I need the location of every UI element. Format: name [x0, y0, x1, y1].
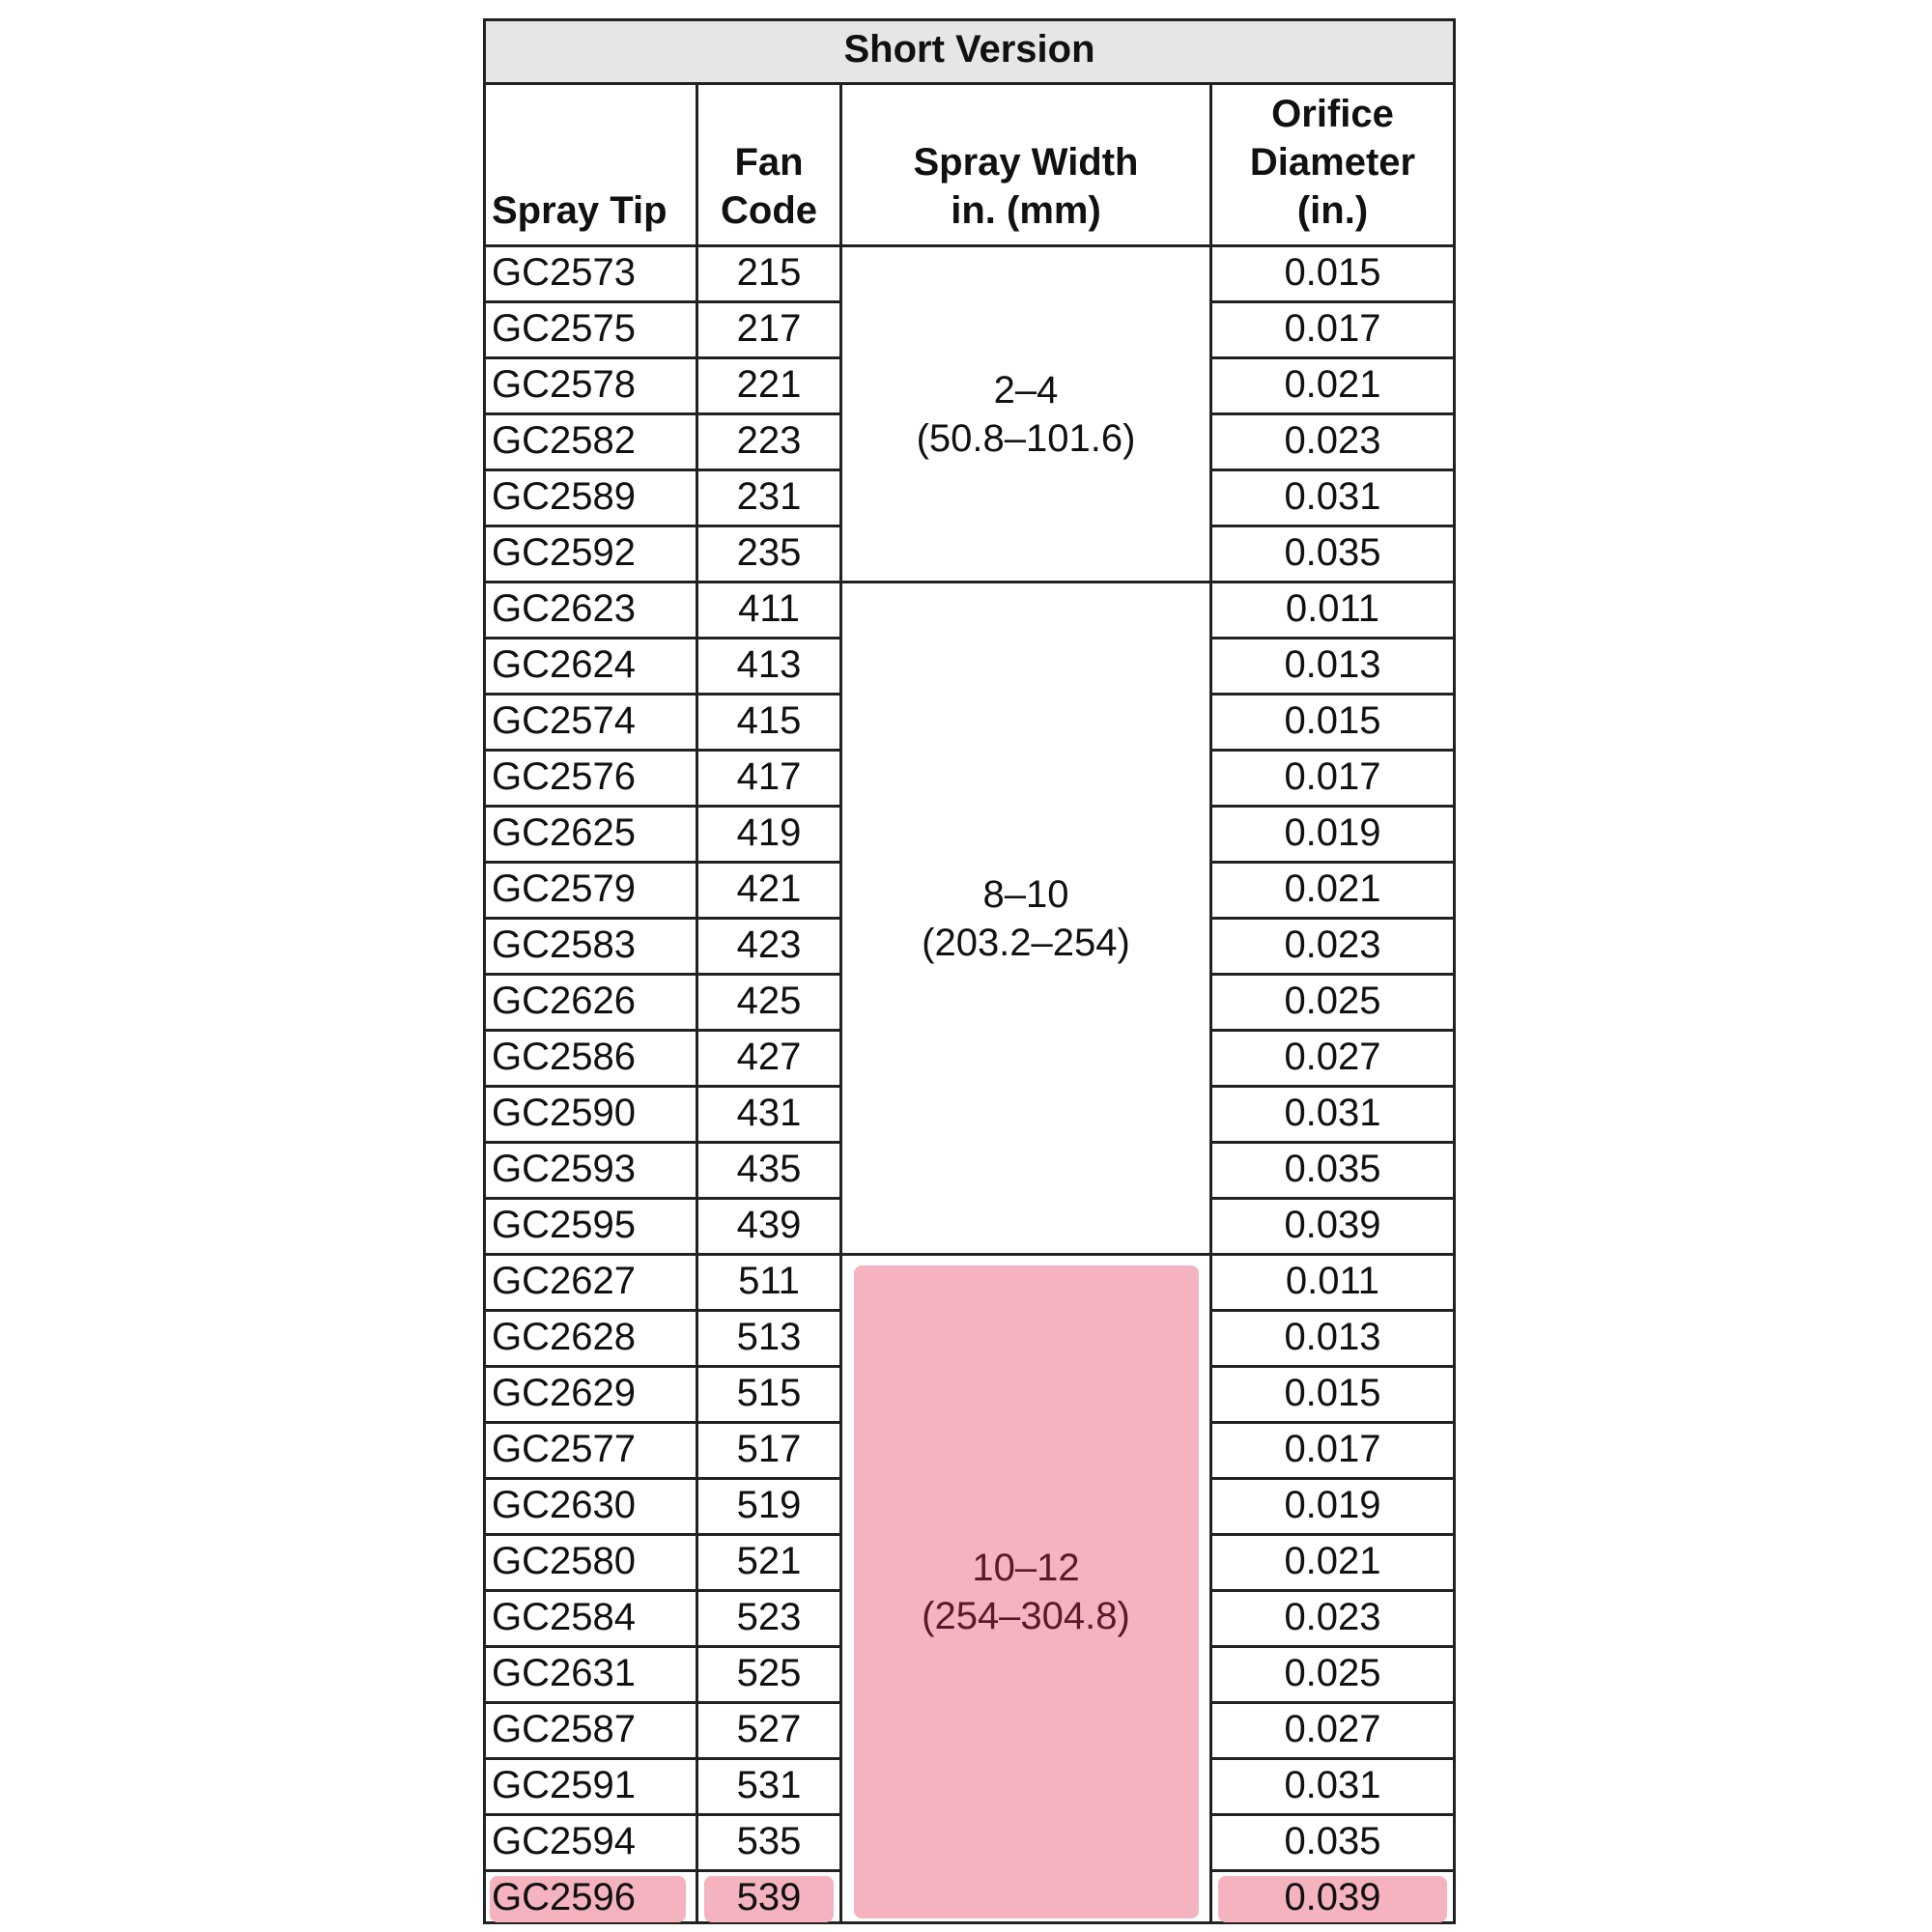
- spray-width-inches: 10–12: [972, 1547, 1080, 1589]
- column-divider: [696, 85, 698, 1921]
- fan-code-cell: 419: [698, 808, 839, 864]
- fan-code-cell: 517: [698, 1424, 839, 1480]
- header-spray-width-line1: Spray Width: [913, 141, 1139, 184]
- header-fan-code: [698, 85, 839, 247]
- header-orifice-line1: Orifice: [1271, 93, 1394, 135]
- orifice-diameter-cell: 0.039: [1212, 1200, 1453, 1256]
- header-spray-tip-label: Spray Tip: [492, 189, 668, 232]
- column-divider: [1209, 85, 1212, 1921]
- spray-tip-table: [483, 18, 1456, 1924]
- header-spray-width: [842, 85, 1209, 247]
- fan-code-cell: 525: [698, 1648, 839, 1704]
- fan-code-cell: 425: [698, 976, 839, 1032]
- spray-width-mm: (254–304.8): [922, 1595, 1130, 1637]
- orifice-diameter-cell: 0.015: [1212, 247, 1453, 303]
- spray-width-inches: 8–10: [982, 872, 1069, 916]
- spray-tip-cell: GC2627: [486, 1256, 696, 1312]
- orifice-diameter-cell: 0.031: [1212, 471, 1453, 527]
- fan-code-cell: 435: [698, 1144, 839, 1200]
- spray-tip-cell: GC2631: [486, 1648, 696, 1704]
- spray-tip-cell: GC2593: [486, 1144, 696, 1200]
- header-orifice-line2: Diameter: [1249, 141, 1416, 184]
- fan-code-cell: 515: [698, 1368, 839, 1424]
- fan-code-cell: 217: [698, 303, 839, 359]
- spray-tip-cell: GC2595: [486, 1200, 696, 1256]
- spray-tip-cell: GC2628: [486, 1312, 696, 1368]
- orifice-diameter-cell: 0.013: [1212, 639, 1453, 696]
- fan-code-cell: 417: [698, 752, 839, 808]
- header-orifice-line3: (in.): [1296, 189, 1369, 232]
- orifice-diameter-cell: 0.017: [1212, 752, 1453, 808]
- orifice-diameter-cell: 0.021: [1212, 359, 1453, 415]
- spray-tip-cell: GC2583: [486, 920, 696, 976]
- orifice-diameter-cell: 0.023: [1212, 920, 1453, 976]
- fan-code-cell: 231: [698, 471, 839, 527]
- spray-tip-cell: GC2624: [486, 639, 696, 696]
- fan-code-cell: 415: [698, 696, 839, 752]
- spray-tip-cell: GC2626: [486, 976, 696, 1032]
- header-spray-tip: [486, 85, 696, 247]
- orifice-diameter-cell: 0.027: [1212, 1032, 1453, 1088]
- spray-tip-cell: GC2584: [486, 1592, 696, 1648]
- fan-code-cell: 431: [698, 1088, 839, 1144]
- fan-code-cell: 523: [698, 1592, 839, 1648]
- orifice-diameter-cell: 0.011: [1212, 583, 1453, 639]
- fan-code-cell: 413: [698, 639, 839, 696]
- spray-tip-cell: GC2579: [486, 864, 696, 920]
- orifice-diameter-cell: 0.027: [1212, 1704, 1453, 1760]
- header-fan-code-line1: Fan: [734, 141, 804, 184]
- fan-code-cell: 513: [698, 1312, 839, 1368]
- spray-tip-cell: GC2578: [486, 359, 696, 415]
- orifice-diameter-cell: 0.019: [1212, 808, 1453, 864]
- orifice-diameter-cell: 0.013: [1212, 1312, 1453, 1368]
- spray-width-group: [842, 583, 1209, 1256]
- orifice-diameter-cell: 0.035: [1212, 527, 1453, 583]
- spray-tip-cell: GC2573: [486, 247, 696, 303]
- orifice-diameter-cell: 0.015: [1212, 1368, 1453, 1424]
- spray-tip-cell: GC2625: [486, 808, 696, 864]
- orifice-diameter-cell: 0.039: [1284, 1876, 1381, 1918]
- spray-tip-cell: GC2586: [486, 1032, 696, 1088]
- orifice-diameter-cell: 0.035: [1212, 1816, 1453, 1872]
- spray-width-mm: (203.2–254): [922, 921, 1130, 964]
- orifice-diameter-cell: 0.025: [1212, 976, 1453, 1032]
- spray-tip-cell: GC2592: [486, 527, 696, 583]
- spray-tip-cell: GC2575: [486, 303, 696, 359]
- spray-tip-cell: GC2574: [486, 696, 696, 752]
- fan-code-cell: 535: [698, 1816, 839, 1872]
- header-fan-code-line2: Code: [721, 189, 817, 232]
- orifice-diameter-cell: 0.035: [1212, 1144, 1453, 1200]
- orifice-diameter-cell: 0.023: [1212, 1592, 1453, 1648]
- spray-tip-cell: GC2576: [486, 752, 696, 808]
- spray-tip-cell: GC2630: [486, 1480, 696, 1536]
- spray-tip-cell: GC2591: [486, 1760, 696, 1816]
- spray-width-group: [842, 1256, 1209, 1928]
- spray-tip-cell: GC2594: [486, 1816, 696, 1872]
- fan-code-cell: 235: [698, 527, 839, 583]
- fan-code-cell: 427: [698, 1032, 839, 1088]
- header-orifice-diameter: [1212, 85, 1453, 247]
- orifice-diameter-cell: 0.031: [1212, 1760, 1453, 1816]
- orifice-diameter-cell: 0.025: [1212, 1648, 1453, 1704]
- spray-tip-cell: GC2596: [492, 1876, 636, 1918]
- orifice-diameter-cell: 0.021: [1212, 1536, 1453, 1592]
- spray-width-inches: 2–4: [993, 368, 1059, 412]
- spray-tip-cell: GC2629: [486, 1368, 696, 1424]
- fan-code-cell: 511: [698, 1256, 839, 1312]
- orifice-diameter-cell: 0.017: [1212, 1424, 1453, 1480]
- fan-code-cell: 421: [698, 864, 839, 920]
- orifice-diameter-cell: 0.015: [1212, 696, 1453, 752]
- fan-code-cell: 411: [698, 583, 839, 639]
- fan-code-cell: 439: [698, 1200, 839, 1256]
- spray-tip-cell: GC2590: [486, 1088, 696, 1144]
- fan-code-cell: 527: [698, 1704, 839, 1760]
- orifice-diameter-cell: 0.019: [1212, 1480, 1453, 1536]
- fan-code-cell: 521: [698, 1536, 839, 1592]
- orifice-diameter-cell: 0.021: [1212, 864, 1453, 920]
- orifice-diameter-cell: 0.023: [1212, 415, 1453, 471]
- fan-code-cell: 539: [736, 1876, 802, 1918]
- fan-code-cell: 519: [698, 1480, 839, 1536]
- orifice-diameter-cell: 0.011: [1212, 1256, 1453, 1312]
- fan-code-cell: 223: [698, 415, 839, 471]
- spray-tip-cell: GC2587: [486, 1704, 696, 1760]
- spray-tip-cell: GC2577: [486, 1424, 696, 1480]
- spray-tip-cell: GC2623: [486, 583, 696, 639]
- fan-code-cell: 531: [698, 1760, 839, 1816]
- orifice-diameter-cell: 0.017: [1212, 303, 1453, 359]
- header-spray-width-line2: in. (mm): [951, 189, 1101, 232]
- table-title: Short Version: [486, 21, 1453, 85]
- spray-tip-cell: GC2580: [486, 1536, 696, 1592]
- spray-width-group: [842, 247, 1209, 583]
- orifice-diameter-cell: 0.031: [1212, 1088, 1453, 1144]
- fan-code-cell: 221: [698, 359, 839, 415]
- fan-code-cell: 423: [698, 920, 839, 976]
- spray-tip-cell: GC2582: [486, 415, 696, 471]
- column-divider: [839, 85, 842, 1921]
- spray-tip-cell: GC2589: [486, 471, 696, 527]
- spray-width-mm: (50.8–101.6): [916, 416, 1136, 460]
- fan-code-cell: 215: [698, 247, 839, 303]
